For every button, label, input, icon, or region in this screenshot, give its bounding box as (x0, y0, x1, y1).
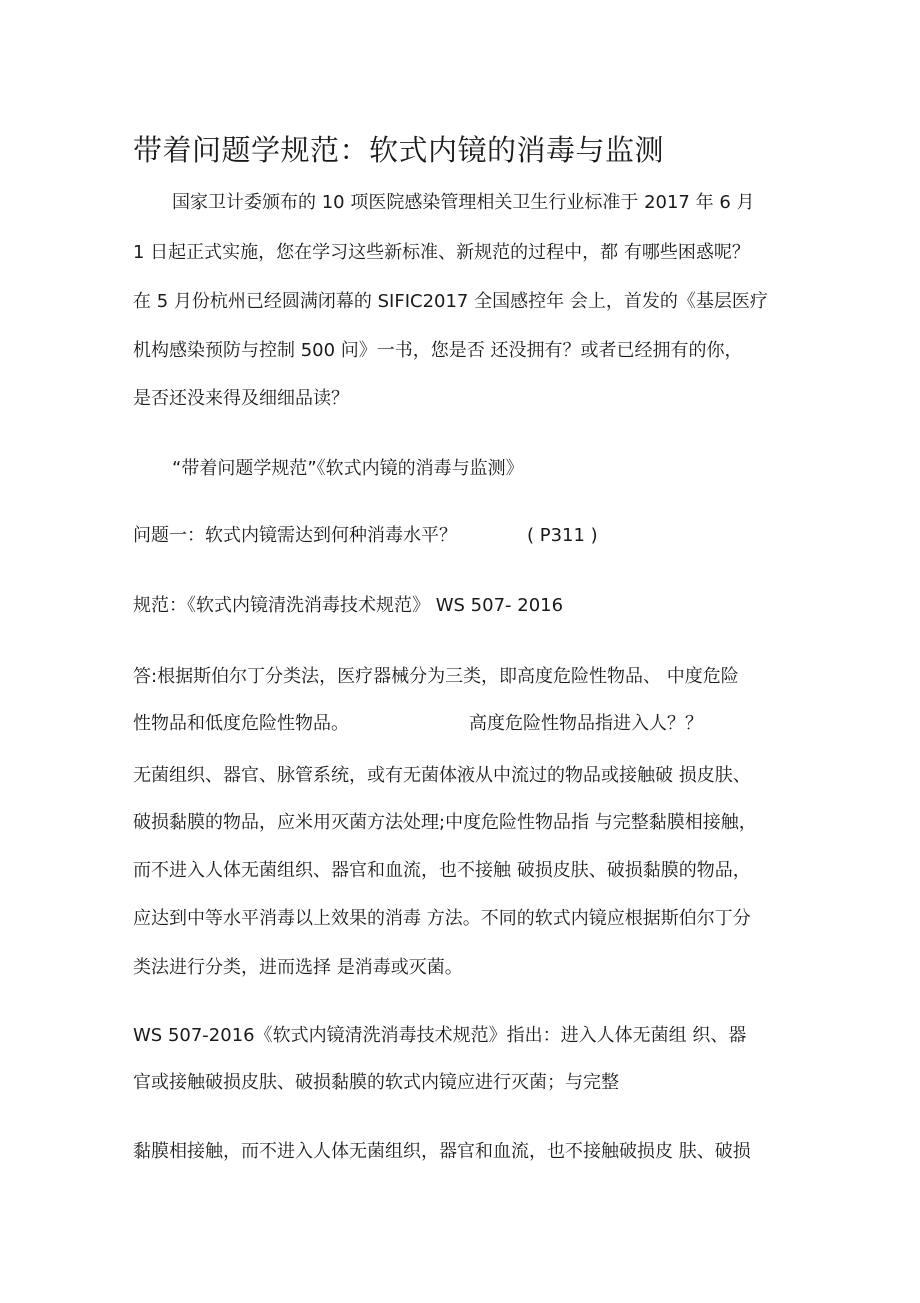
subtitle: “带着问题学规范”《软式内镜的消毒与监测》 (172, 458, 524, 479)
intro-line-3: 在 5 月份杭州已经圆满闭幕的 SIFIC2017 全国感控年 会上，首发的《基层医疗 (133, 291, 768, 312)
answer-line-3: 无菌组织、器官、脉管系统，或有无菌体液从中流过的物品或接触破 损皮肤、 (133, 765, 751, 786)
answer-line-5: 而不进入人体无菌组织、器官和血流，也不接触 破损皮肤、破损黏膜的物品， (133, 860, 751, 881)
question-text: 问题一：软式内镜需达到何种消毒水平？ (133, 525, 457, 546)
answer-line-2 (133, 711, 703, 737)
ws-line-2: 官或接触破损皮肤、破损黏膜的软式内镜应进行灭菌；与完整 (133, 1072, 619, 1093)
answer-line-7: 类法进行分类，进而选择 是消毒或灭菌。 (133, 957, 463, 978)
answer-line-6: 应达到中等水平消毒以上效果的消毒 方法。不同的软式内镜应根据斯伯尔丁分 (133, 908, 751, 929)
intro-line-4: 机构感染预防与控制 500 问》一书，您是否 还没拥有？或者已经拥有的你， (133, 340, 743, 361)
ws-line-1: WS 507-2016《软式内镜清洗消毒技术规范》指出：进入人体无菌组 织、器 (133, 1025, 747, 1046)
answer-line-2a: 性物品和低度危险性物品。 (133, 713, 349, 734)
question-line (133, 523, 598, 549)
intro-line-2: 1 日起正式实施，您在学习这些新标准、新规范的过程中，都 有哪些困惑呢？ (133, 242, 750, 263)
intro-line-1: 国家卫计委颁布的 10 项医院感染管理相关卫生行业标准于 2017 年 6 月 (172, 192, 755, 213)
standard-line: 规范：《软式内镜清洗消毒技术规范》 WS 507- 2016 (133, 595, 564, 616)
intro-line-5: 是否还没来得及细细品读？ (133, 388, 349, 409)
answer-line-2b: 高度危险性物品指进入人？？ (469, 713, 703, 734)
last-line: 黏膜相接触，而不进入人体无菌组织，器官和血流，也不接触破损皮 肤、破损 (133, 1141, 751, 1162)
document-title: 带着问题学规范：软式内镜的消毒与监测 (133, 133, 665, 167)
answer-line-1: 答:根据斯伯尔丁分类法，医疗器械分为三类，即高度危险性物品、 中度危险 (133, 666, 739, 687)
question-page-ref: ( P311 ) (527, 525, 598, 546)
answer-line-4: 破损黏膜的物品，应米用灭菌方法处理;中度危险性物品指 与完整黏膜相接触， (133, 812, 757, 833)
